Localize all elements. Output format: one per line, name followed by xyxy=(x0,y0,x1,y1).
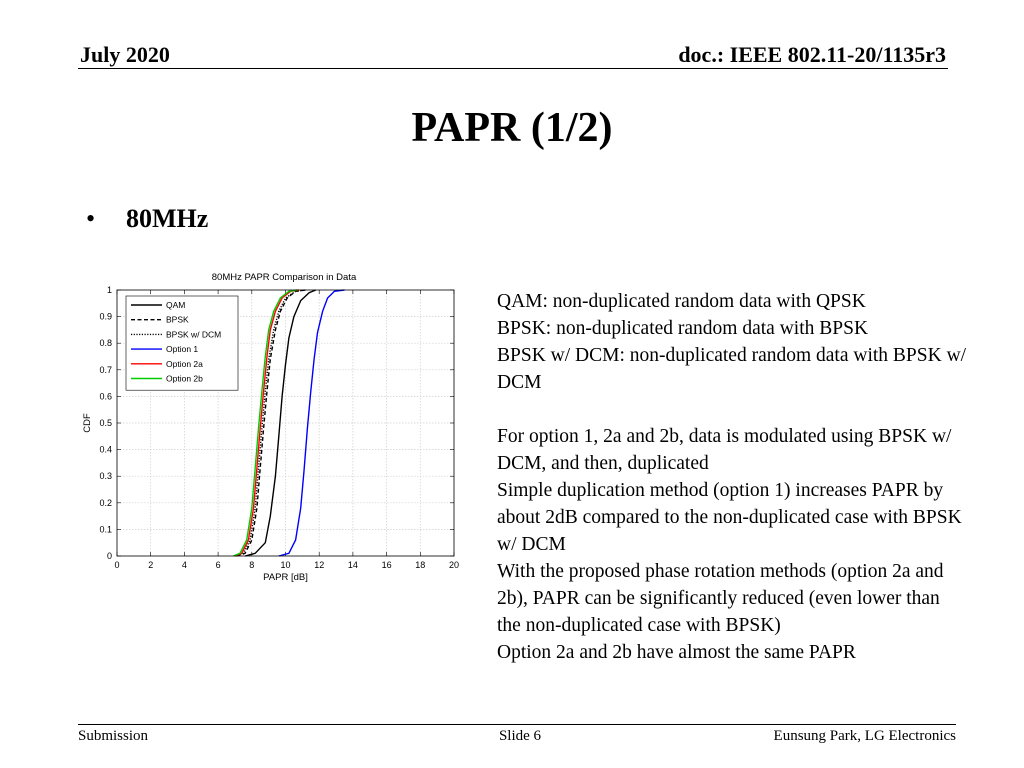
header-date: July 2020 xyxy=(80,42,170,67)
notes-spacer xyxy=(497,396,967,423)
x-axis-label: PAPR [dB] xyxy=(263,572,308,583)
y-tick-label: 0.6 xyxy=(99,391,112,402)
footer-slide-number: Slide 6 xyxy=(498,728,542,744)
slide-title: PAPR (1/2) xyxy=(411,105,613,151)
x-tick-label: 14 xyxy=(347,560,358,570)
y-tick-label: 0.8 xyxy=(99,338,112,349)
x-tick-label: 0 xyxy=(114,560,120,570)
x-tick-label: 18 xyxy=(415,560,426,570)
x-tick-label: 2 xyxy=(148,560,154,570)
x-tick-label: 8 xyxy=(249,560,255,570)
x-tick-label: 20 xyxy=(448,560,460,570)
x-tick-label: 10 xyxy=(280,560,291,570)
bullet-text: 80MHz xyxy=(126,204,209,233)
note-observation-4: Option 2a and 2b have almost the same PAPR xyxy=(497,642,856,663)
footer-submission: Submission xyxy=(78,728,149,744)
y-tick-label: 0.5 xyxy=(99,418,112,428)
y-axis-label: CDF xyxy=(82,413,93,433)
bullet-marker: • xyxy=(86,204,96,233)
legend-label: Option 2a xyxy=(166,358,203,369)
bullet-item xyxy=(86,204,208,234)
note-definition-3: BPSK w/ DCM: non-duplicated random data with BPSK w/ DCM xyxy=(497,345,967,393)
note-definition-2: BPSK: non-duplicated random data with BPSK xyxy=(497,318,869,339)
legend-label: Option 2b xyxy=(166,373,203,384)
x-tick-label: 4 xyxy=(181,560,187,570)
papr-cdf-chart xyxy=(70,262,470,592)
header-divider xyxy=(78,68,948,69)
y-tick-label: 0.1 xyxy=(99,524,112,535)
header-doc-id: doc.: IEEE 802.11-20/1135r3 xyxy=(678,42,946,67)
notes-panel xyxy=(497,288,967,666)
legend-label: QAM xyxy=(166,300,186,310)
x-tick-label: 6 xyxy=(215,560,221,570)
legend-label: BPSK w/ DCM xyxy=(166,329,222,340)
y-tick-label: 0.3 xyxy=(99,471,112,482)
note-observation-1: For option 1, 2a and 2b, data is modulated using BPSK w/ DCM, and then, duplicated xyxy=(497,426,952,474)
y-tick-label: 1 xyxy=(106,285,112,295)
x-tick-label: 16 xyxy=(381,560,392,570)
y-tick-label: 0.4 xyxy=(99,444,112,455)
footer-author: Eunsung Park, LG Electronics xyxy=(773,728,956,744)
legend-label: Option 1 xyxy=(166,344,199,355)
x-tick-label: 12 xyxy=(314,560,325,570)
note-observation-2: Simple duplication method (option 1) increases PAPR by about 2dB compared to the non-duplicated case with BPSK w/ DCM xyxy=(497,480,962,555)
note-observation-3: With the proposed phase rotation methods (option 2a and 2b), PAPR can be significantly reduced (even lower than the non-duplicated case with BPSK) xyxy=(497,561,944,636)
legend-label: BPSK xyxy=(166,314,189,325)
footer-divider xyxy=(78,724,956,725)
y-tick-label: 0.7 xyxy=(99,364,112,375)
chart-title: 80MHz PAPR Comparison in Data xyxy=(211,272,357,283)
y-tick-label: 0.2 xyxy=(99,497,112,508)
y-tick-label: 0.9 xyxy=(99,311,112,322)
y-tick-label: 0 xyxy=(106,551,112,561)
note-definition-1: QAM: non-duplicated random data with QPSK xyxy=(497,291,866,312)
